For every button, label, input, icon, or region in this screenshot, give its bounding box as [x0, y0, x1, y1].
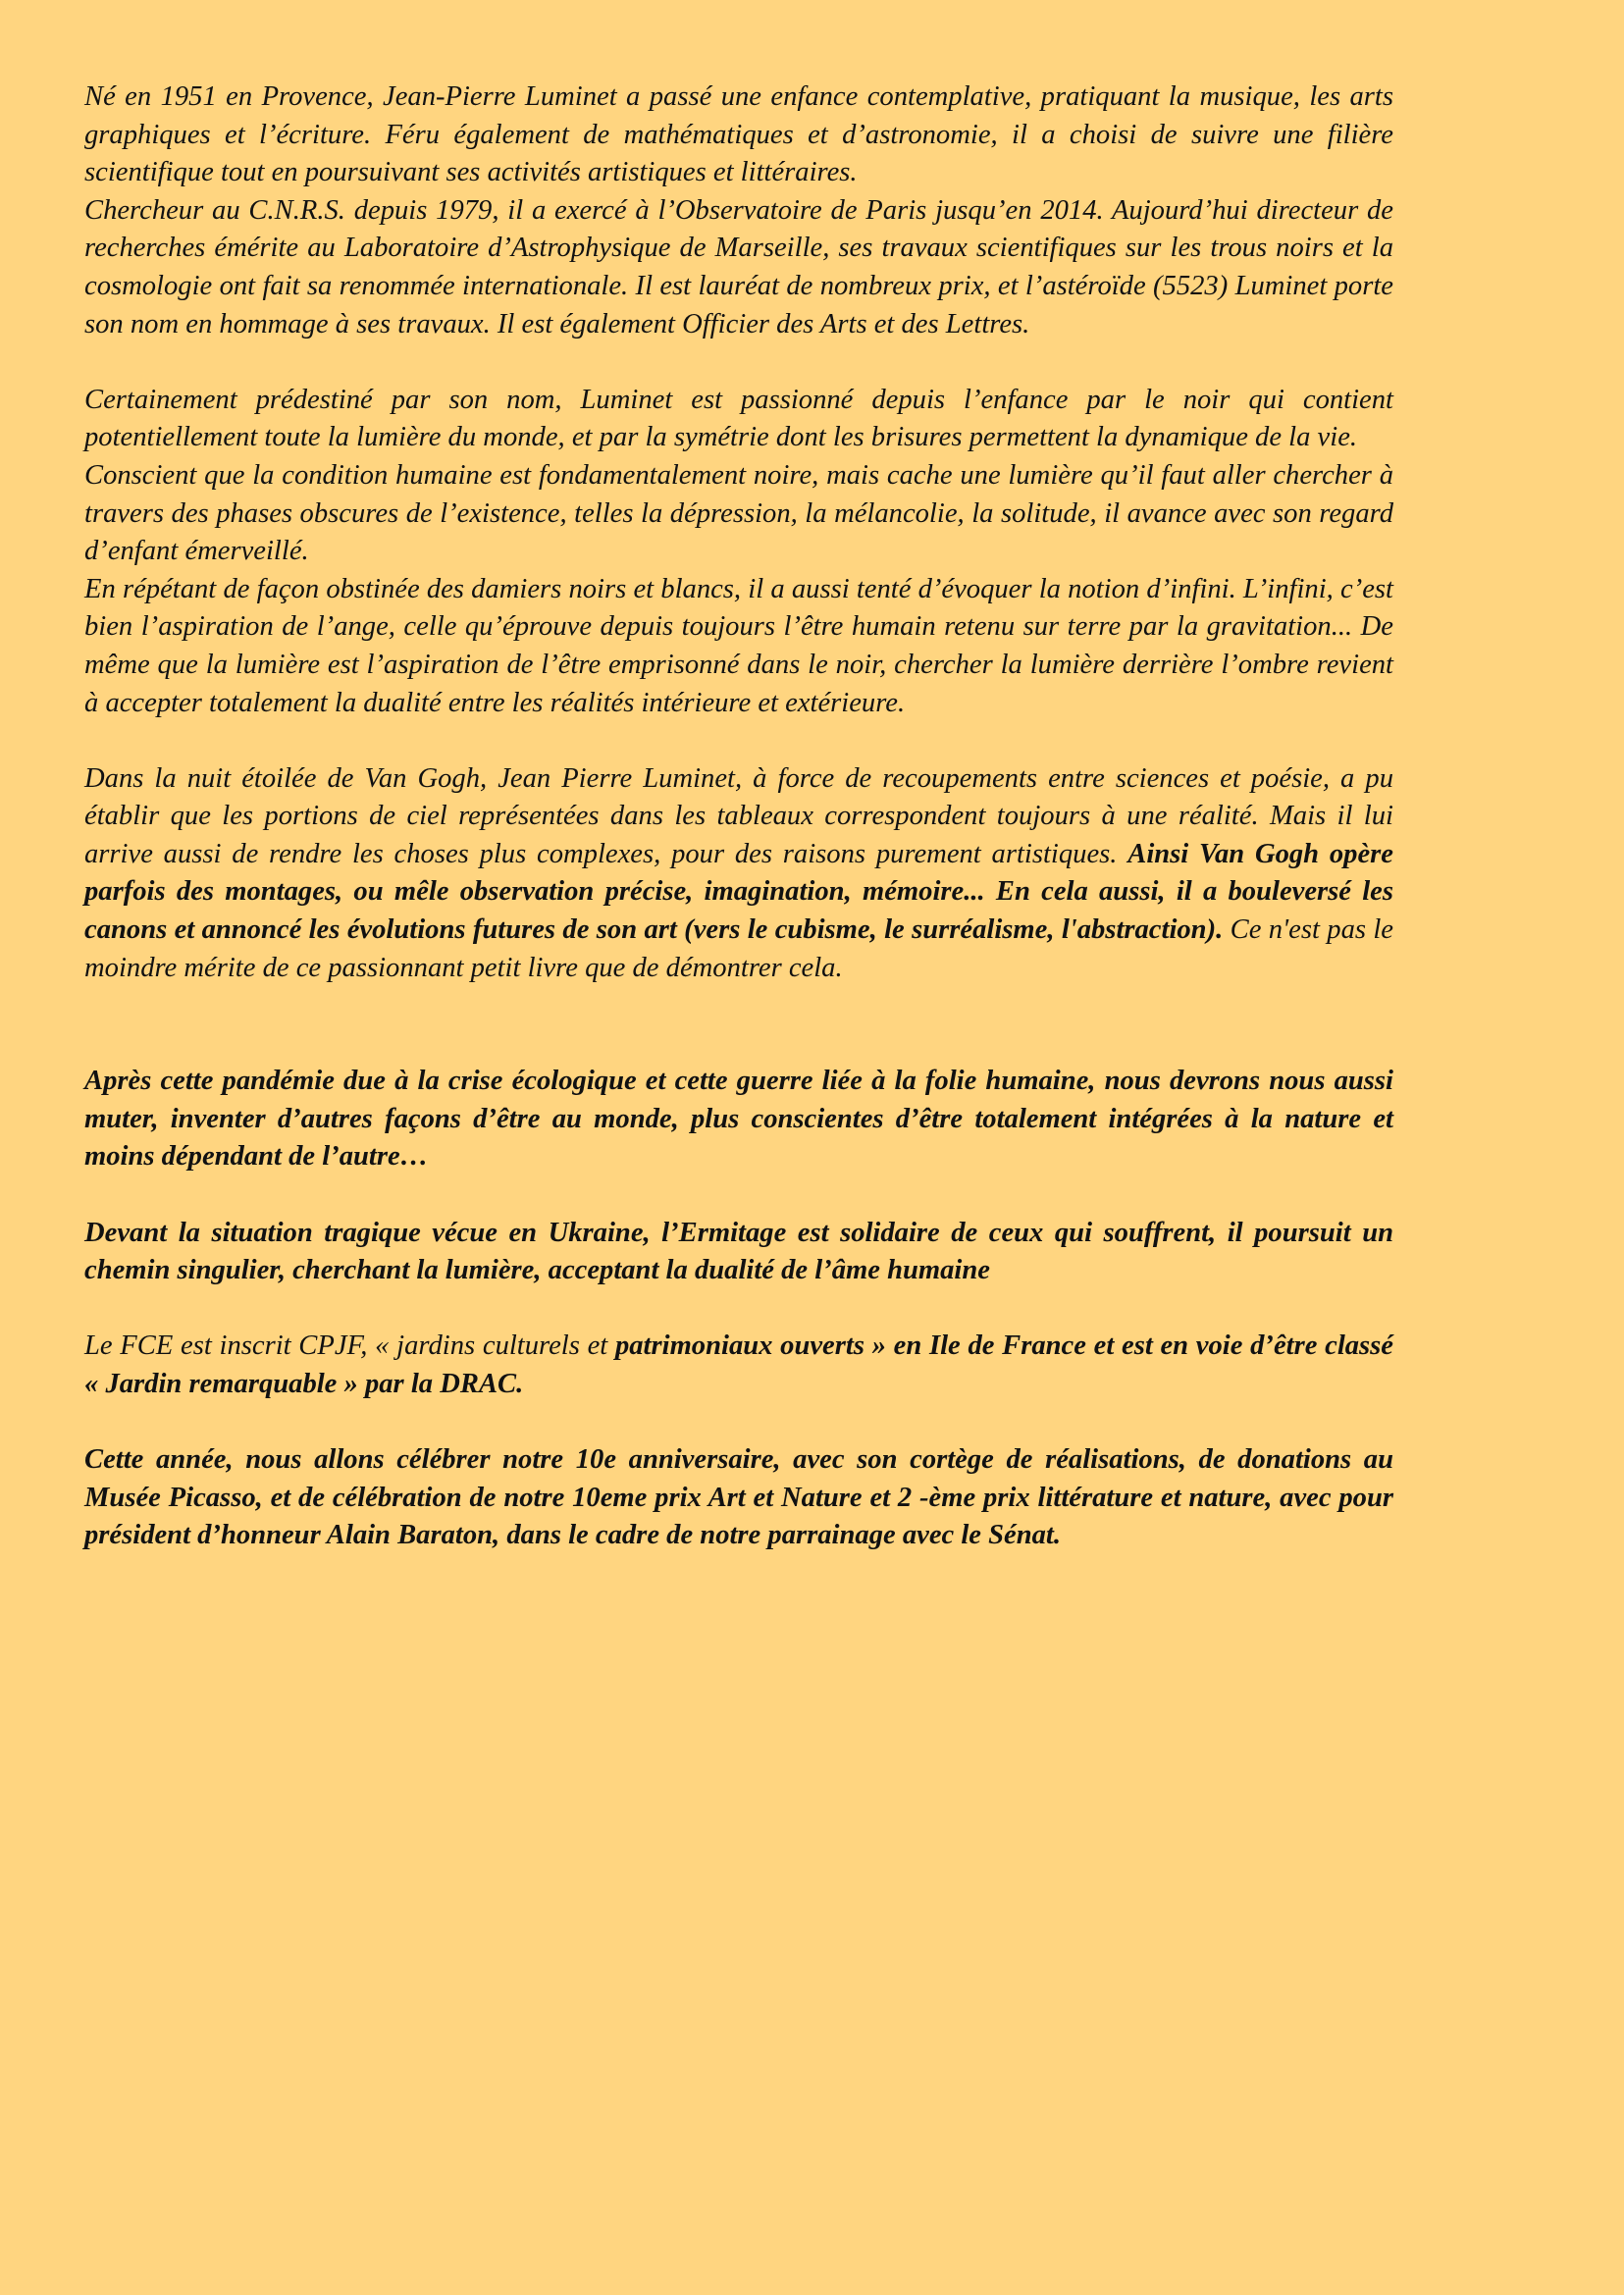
document-page: [84, 78, 1393, 1555]
paragraph-infinity: En répétant de façon obstinée des damiers noirs et blancs, il a aussi tenté d’évoquer la notion d’infini. L’infini, c’est bien l’aspiration de l’ange, celle qu’éprouve depuis toujours l’être humain retenu sur terre par la gravitation... De même que la lumière est l’aspiration de l’être emprisonné dans le noir, chercher la lumière derrière l’ombre revient à accepter totalement la dualité entre les réalités intérieure et extérieure.: [84, 573, 1393, 718]
paragraph-anniversary: Cette année, nous allons célébrer notre 10e anniversaire, avec son cortège de réalisations, de donations au Musée Picasso, et de célébration de notre 10eme prix Art et Nature et 2 -ème prix littérature et nature, avec pour président d’honneur Alain Baraton, dans le cadre de notre parrainage avec le Sénat.: [84, 1444, 1393, 1551]
paragraph-ukraine: Devant la situation tragique vécue en Ukraine, l’Ermitage est solidaire de ceux qui souffrent, il poursuit un chemin singulier, cherchant la lumière, acceptant la dualité de l’âme humaine: [84, 1217, 1393, 1286]
paragraph-career: Chercheur au C.N.R.S. depuis 1979, il a exercé à l’Observatoire de Paris jusqu’en 2014. Aujourd’hui directeur de recherches émérite au Laboratoire d’Astrophysique de Marseille, ses travaux scientifiques sur les trous noirs et la cosmologie ont fait sa renommée internationale. Il est lauréat de nombreux prix, et l’astéroïde (5523) Luminet porte son nom en hommage à ses travaux. Il est également Officier des Arts et des Lettres.: [84, 194, 1393, 339]
spacer: [84, 1290, 1393, 1329]
spacer: [84, 1404, 1393, 1442]
fce-text-bold: patrimoniaux ouverts » en Ile de France et est en voie d’être classé « Jardin remarquable » par la DRAC.: [84, 1330, 1394, 1399]
fce-text-intro: Le FCE est inscrit CPJF, « jardins culturels et: [84, 1330, 615, 1362]
paragraph-biography: Né en 1951 en Provence, Jean-Pierre Luminet a passé une enfance contemplative, pratiquant la musique, les arts graphiques et l’écriture. Féru également de mathématiques et d’astronomie, il a choisi de suivre une filière scientifique tout en poursuivant ses activités artistiques et littéraires.: [84, 81, 1393, 188]
spacer: [84, 343, 1393, 382]
paragraph-van-gogh: [84, 760, 1393, 988]
spacer: [84, 1176, 1393, 1215]
paragraph-pandemic: Après cette pandémie due à la crise écologique et cette guerre liée à la folie humaine, nous devrons nous aussi muter, inventer d’autres façons d’être au monde, plus conscientes d’être totalement intégrées à la nature et moins dépendant de l’autre…: [84, 1066, 1393, 1173]
paragraph-human-condition: Conscient que la condition humaine est fondamentalement noire, mais cache une lumière qu’il faut aller chercher à travers des phases obscures de l’existence, telles la dépression, la mélancolie, la solitude, il avance avec son regard d’enfant émerveillé.: [84, 459, 1393, 567]
paragraph-predestined: Certainement prédestiné par son nom, Luminet est passionné depuis l’enfance par le noir qui contient potentiellement toute la lumière du monde, et par la symétrie dont les brisures permettent la dynamique de la vie.: [84, 384, 1393, 453]
van-gogh-text-outro: Ce n'est pas le moindre mérite de ce passionnant petit livre que de démontrer cela.: [84, 914, 1394, 983]
spacer: [84, 722, 1393, 760]
paragraph-fce: [84, 1328, 1393, 1403]
van-gogh-text-bold: Ainsi Van Gogh opère parfois des montages, ou mêle observation précise, imagination, mémoire... En cela aussi, il a bouleversé les canons et annoncé les évolutions futures de son art (vers le cubisme, le surréalisme, l'abstraction).: [84, 838, 1393, 946]
spacer: [84, 987, 1393, 1063]
van-gogh-text-intro: Dans la nuit étoilée de Van Gogh, Jean Pierre Luminet, à force de recoupements entre sciences et poésie, a pu établir que les portions de ciel représentées dans les tableaux correspondent toujours à une réalité. Mais il lui arrive aussi de rendre les choses plus complexes, pour des raisons purement artistiques.: [84, 762, 1393, 869]
